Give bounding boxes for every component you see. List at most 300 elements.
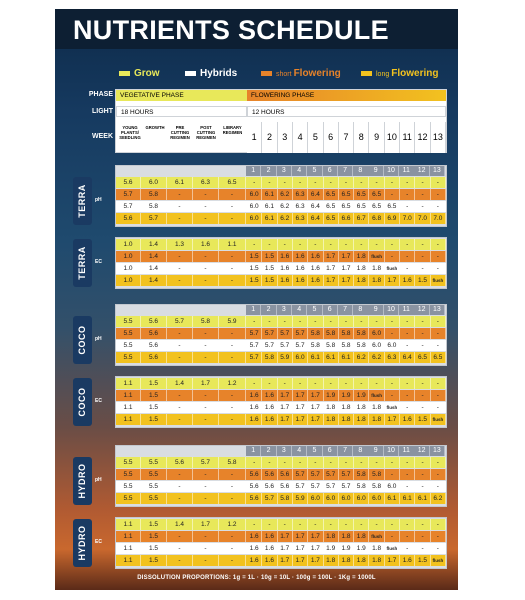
- table-cell: -: [193, 531, 219, 542]
- table-cell: 5.8: [369, 469, 384, 480]
- table-cell: 1.1: [116, 543, 141, 554]
- table-cell: -: [385, 328, 400, 339]
- table-cell: -: [193, 275, 219, 286]
- table-cell: 5.7: [247, 328, 262, 339]
- table-cell: -: [354, 378, 369, 389]
- table-cell: -: [293, 378, 308, 389]
- table-cell: -: [431, 481, 446, 492]
- table-cell: 5.6: [262, 469, 277, 480]
- table-cell: 1.6: [308, 263, 323, 274]
- table-cell: 1.7: [278, 543, 293, 554]
- legend-long-swatch: [361, 71, 372, 76]
- table-cell: 1.7: [385, 555, 400, 566]
- table-cell: 5.7: [116, 201, 141, 212]
- table-cell: 1.6: [262, 543, 277, 554]
- table-cell: -: [193, 402, 219, 413]
- table-cell: 6.0: [247, 213, 262, 224]
- table-cell: -: [219, 481, 246, 492]
- table-cell: 1.7: [324, 251, 339, 262]
- table-row: [116, 481, 446, 492]
- section-week-header: [246, 305, 447, 315]
- table-cell: 5.8: [339, 328, 354, 339]
- table-cell: -: [431, 402, 446, 413]
- table-cell: 5.7: [262, 328, 277, 339]
- table-cell: 5.5: [141, 481, 167, 492]
- legend-grow-label: Grow: [134, 68, 160, 79]
- table-cell: -: [339, 519, 354, 530]
- table-cell: -: [369, 519, 384, 530]
- table-cell: 1.0: [116, 275, 141, 286]
- table-cell: -: [219, 328, 246, 339]
- table-cell: 5.7: [308, 469, 323, 480]
- week-stage-label: YOUNG PLANTS/ SEEDLING: [119, 125, 141, 140]
- table-cell: 1.9: [354, 390, 369, 401]
- table-row: [116, 263, 446, 274]
- week-number: 9: [369, 122, 384, 153]
- table-row: [116, 493, 446, 504]
- table-cell: 6.3: [293, 213, 308, 224]
- table-cell: 1.8: [369, 402, 384, 413]
- table-cell: -: [431, 378, 446, 389]
- table-cell: -: [193, 352, 219, 363]
- legend-long-small: long: [376, 71, 390, 78]
- week-number: 3: [278, 122, 293, 153]
- table-cell: 1.7: [324, 263, 339, 274]
- table-cell: -: [247, 378, 262, 389]
- table-cell: 1.7: [308, 414, 323, 425]
- table-cell: -: [385, 531, 400, 542]
- table-cell: -: [324, 316, 339, 327]
- table-cell: 1.8: [354, 263, 369, 274]
- table-cell: flush: [369, 390, 384, 401]
- table-cell: 5.6: [141, 316, 167, 327]
- page-title: NUTRIENTS SCHEDULE: [73, 15, 389, 45]
- table-cell: 6.4: [308, 201, 323, 212]
- section-week-number: 5: [307, 166, 322, 176]
- week-stage-label: PRE CUTTING REGIMEN: [170, 125, 190, 140]
- dissolution-footer: DISSOLUTION PROPORTIONS: 1g = 1L · 10g = 10L · 100g = 100L · 1Kg = 1000L: [137, 575, 376, 581]
- section-week-number: 6: [323, 446, 338, 456]
- table-cell: -: [262, 316, 277, 327]
- table-cell: 5.7: [324, 469, 339, 480]
- section-week-number: 10: [384, 166, 399, 176]
- legend-hybrids-label: Hybrids: [200, 68, 238, 79]
- nutrients-poster: [55, 9, 458, 590]
- table-cell: 6.4: [400, 352, 415, 363]
- table-cell: -: [167, 402, 193, 413]
- table-cell: 6.1: [385, 493, 400, 504]
- table-cell: -: [167, 352, 193, 363]
- table-cell: 5.7: [247, 352, 262, 363]
- table-row: [116, 275, 446, 286]
- table-cell: -: [193, 201, 219, 212]
- table-cell: 6.3: [193, 177, 219, 188]
- table-cell: 1.8: [339, 414, 354, 425]
- section-week-number: 8: [353, 446, 368, 456]
- table-cell: -: [293, 239, 308, 250]
- table-cell: -: [431, 531, 446, 542]
- table-cell: 6.1: [324, 352, 339, 363]
- table-cell: 6.9: [385, 213, 400, 224]
- legend-short-small: short: [276, 71, 292, 78]
- section-medium-name: COCO: [77, 387, 87, 417]
- table-cell: 1.8: [324, 402, 339, 413]
- section-week-number: 8: [353, 166, 368, 176]
- section-week-number: 13: [430, 166, 445, 176]
- table-cell: -: [262, 239, 277, 250]
- table-cell: -: [167, 328, 193, 339]
- section-medium-tab: [73, 457, 92, 505]
- table-cell: -: [324, 177, 339, 188]
- table-cell: 1.4: [141, 275, 167, 286]
- table-cell: 1.6: [308, 275, 323, 286]
- table-cell: 1.6: [400, 555, 415, 566]
- table-cell: 6.2: [278, 213, 293, 224]
- week-number: 11: [400, 122, 415, 153]
- table-cell: 6.4: [308, 189, 323, 200]
- table-cell: 1.6: [262, 531, 277, 542]
- table-cell: -: [167, 189, 193, 200]
- table-cell: -: [415, 519, 430, 530]
- table-cell: 1.7: [278, 531, 293, 542]
- table-cell: 1.3: [167, 239, 193, 250]
- table-cell: 1.1: [219, 239, 246, 250]
- table-cell: 1.0: [116, 239, 141, 250]
- table-cell: -: [369, 457, 384, 468]
- table-cell: 1.4: [141, 263, 167, 274]
- week-number: 6: [324, 122, 339, 153]
- legend-grow-swatch: [119, 71, 130, 76]
- legend-grow: [119, 68, 160, 79]
- table-cell: -: [354, 316, 369, 327]
- table-row: [116, 531, 446, 542]
- table-cell: -: [278, 519, 293, 530]
- table-cell: 1.7: [293, 390, 308, 401]
- section-week-number: 7: [338, 166, 353, 176]
- section-week-number: 1: [246, 305, 261, 315]
- table-row: [116, 457, 446, 468]
- table-cell: 5.7: [278, 340, 293, 351]
- table-cell: 1.7: [308, 555, 323, 566]
- table-cell: -: [415, 239, 430, 250]
- table-cell: 1.6: [247, 390, 262, 401]
- table-cell: 5.8: [354, 469, 369, 480]
- table-cell: -: [431, 519, 446, 530]
- table-cell: 1.5: [262, 275, 277, 286]
- table-cell: -: [339, 457, 354, 468]
- table-cell: 1.8: [339, 555, 354, 566]
- table-cell: 5.7: [293, 481, 308, 492]
- table-cell: 1.2: [219, 519, 246, 530]
- table-cell: 1.8: [369, 543, 384, 554]
- table-cell: 5.7: [262, 493, 277, 504]
- table-cell: 1.1: [116, 519, 141, 530]
- table-cell: -: [415, 340, 430, 351]
- table-cell: 1.1: [116, 414, 141, 425]
- table-cell: -: [431, 390, 446, 401]
- table-cell: -: [324, 239, 339, 250]
- table-cell: 1.5: [141, 414, 167, 425]
- table-cell: 5.8: [324, 340, 339, 351]
- table-row: [116, 213, 446, 224]
- table-cell: -: [415, 316, 430, 327]
- table-cell: 1.6: [278, 275, 293, 286]
- table-cell: 1.5: [141, 555, 167, 566]
- table-cell: -: [385, 390, 400, 401]
- section-medium-tab: [73, 239, 92, 287]
- table-cell: -: [415, 251, 430, 262]
- table-cell: 6.2: [278, 201, 293, 212]
- table-cell: -: [219, 402, 246, 413]
- table-cell: -: [369, 316, 384, 327]
- table-cell: 5.8: [308, 340, 323, 351]
- table-cell: 1.7: [293, 414, 308, 425]
- section-week-number: 3: [277, 166, 292, 176]
- table-cell: -: [193, 263, 219, 274]
- week-number: 13: [431, 122, 446, 153]
- table-cell: 5.9: [278, 352, 293, 363]
- table-cell: 1.8: [369, 414, 384, 425]
- table-cell: 6.0: [247, 189, 262, 200]
- week-stage-label: LIBRARY REGIMEN: [222, 125, 243, 135]
- table-cell: -: [278, 457, 293, 468]
- table-cell: 6.0: [354, 493, 369, 504]
- table-cell: -: [278, 316, 293, 327]
- table-cell: 5.8: [262, 352, 277, 363]
- table-cell: -: [415, 402, 430, 413]
- section-week-number: 11: [399, 446, 414, 456]
- table-cell: -: [400, 543, 415, 554]
- section-week-number: 3: [277, 305, 292, 315]
- section-week-number: 12: [414, 166, 429, 176]
- table-cell: -: [431, 328, 446, 339]
- table-cell: 1.7: [278, 414, 293, 425]
- table-cell: flush: [369, 251, 384, 262]
- legend-short-flowering: [261, 68, 341, 79]
- table-cell: -: [415, 543, 430, 554]
- table-cell: 5.5: [116, 493, 141, 504]
- table-cell: 5.6: [116, 177, 141, 188]
- table-cell: 5.6: [247, 481, 262, 492]
- table-cell: 1.7: [193, 519, 219, 530]
- table-cell: -: [308, 519, 323, 530]
- section-week-number: 8: [353, 305, 368, 315]
- table-cell: 1.6: [278, 263, 293, 274]
- week-number: 8: [354, 122, 369, 153]
- table-cell: -: [308, 239, 323, 250]
- table-cell: -: [400, 390, 415, 401]
- table-cell: -: [431, 340, 446, 351]
- flowering-phase: FLOWERING PHASE: [247, 90, 446, 101]
- table-cell: flush: [385, 543, 400, 554]
- table-cell: 5.7: [193, 457, 219, 468]
- table-cell: -: [400, 263, 415, 274]
- table-cell: 1.8: [339, 531, 354, 542]
- table-cell: -: [219, 263, 246, 274]
- table-cell: -: [431, 239, 446, 250]
- table-cell: 5.8: [193, 316, 219, 327]
- section-measure: pH: [95, 336, 102, 342]
- section-measure: pH: [95, 197, 102, 203]
- table-cell: 5.8: [369, 481, 384, 492]
- table-cell: -: [167, 390, 193, 401]
- table-cell: 6.0: [369, 493, 384, 504]
- table-cell: -: [385, 378, 400, 389]
- table-cell: 5.5: [116, 328, 141, 339]
- week-number: 2: [262, 122, 277, 153]
- table-cell: 1.1: [116, 402, 141, 413]
- week-stage-label: GROWTH: [145, 125, 165, 130]
- table-cell: 1.7: [193, 378, 219, 389]
- table-cell: -: [219, 390, 246, 401]
- table-cell: 7.0: [400, 213, 415, 224]
- section-week-number: 9: [368, 305, 383, 315]
- table-cell: flush: [385, 402, 400, 413]
- table-cell: -: [293, 519, 308, 530]
- table-cell: 1.4: [167, 378, 193, 389]
- table-cell: 1.5: [262, 251, 277, 262]
- table-cell: 6.5: [324, 201, 339, 212]
- table-cell: -: [167, 340, 193, 351]
- table-cell: -: [247, 177, 262, 188]
- section-week-number: 9: [368, 166, 383, 176]
- table-cell: 1.8: [324, 531, 339, 542]
- table-cell: 5.8: [354, 481, 369, 492]
- table-cell: -: [167, 543, 193, 554]
- table-cell: 6.2: [354, 352, 369, 363]
- table-cell: 5.8: [278, 493, 293, 504]
- table-cell: 6.0: [385, 481, 400, 492]
- section-week-number: 1: [246, 446, 261, 456]
- table-cell: 5.8: [219, 457, 246, 468]
- table-row: [116, 316, 446, 327]
- legend-hybrids-swatch: [185, 71, 196, 76]
- light-veg: 18 HOURS: [116, 106, 247, 117]
- section-week-number: 2: [261, 446, 276, 456]
- table-cell: 1.9: [339, 543, 354, 554]
- table-cell: 6.1: [415, 493, 430, 504]
- table-cell: -: [385, 177, 400, 188]
- table-cell: 6.5: [354, 201, 369, 212]
- table-cell: -: [193, 251, 219, 262]
- table-cell: 1.8: [324, 414, 339, 425]
- table-cell: 6.0: [369, 340, 384, 351]
- table-cell: 6.0: [247, 201, 262, 212]
- section-week-number: 4: [292, 166, 307, 176]
- table-cell: -: [219, 493, 246, 504]
- table-cell: -: [219, 213, 246, 224]
- legend: [55, 68, 458, 80]
- table-cell: 1.6: [247, 531, 262, 542]
- table-cell: 5.6: [167, 457, 193, 468]
- table-cell: 5.9: [219, 316, 246, 327]
- table-cell: -: [385, 316, 400, 327]
- table-cell: flush: [431, 414, 446, 425]
- table-cell: -: [354, 177, 369, 188]
- table-cell: 1.8: [354, 555, 369, 566]
- table-cell: -: [247, 239, 262, 250]
- table-cell: 6.5: [219, 177, 246, 188]
- table-cell: -: [400, 457, 415, 468]
- table-cell: 5.5: [116, 457, 141, 468]
- table-cell: 1.9: [324, 543, 339, 554]
- table-cell: 6.0: [293, 352, 308, 363]
- table-cell: -: [193, 493, 219, 504]
- table-cell: 5.8: [141, 189, 167, 200]
- table-cell: 1.7: [339, 263, 354, 274]
- table-cell: 5.7: [339, 481, 354, 492]
- table-cell: -: [431, 316, 446, 327]
- table-cell: 1.0: [116, 251, 141, 262]
- table-cell: 1.5: [415, 555, 430, 566]
- table-cell: -: [219, 340, 246, 351]
- table-cell: -: [193, 481, 219, 492]
- table-cell: -: [354, 239, 369, 250]
- table-cell: 1.6: [400, 414, 415, 425]
- table-cell: -: [415, 328, 430, 339]
- table-row: [116, 189, 446, 200]
- table-cell: -: [167, 481, 193, 492]
- table-cell: -: [278, 239, 293, 250]
- table-cell: flush: [431, 555, 446, 566]
- table-cell: -: [219, 469, 246, 480]
- table-cell: 5.6: [278, 469, 293, 480]
- section-week-number: 3: [277, 446, 292, 456]
- table-row: [116, 340, 446, 351]
- table-cell: 6.5: [385, 201, 400, 212]
- table-cell: -: [400, 201, 415, 212]
- table-cell: -: [400, 378, 415, 389]
- table-cell: 5.7: [293, 469, 308, 480]
- table-cell: 5.7: [141, 213, 167, 224]
- table-cell: -: [339, 239, 354, 250]
- table-cell: -: [167, 555, 193, 566]
- table-cell: 5.6: [141, 352, 167, 363]
- table-row: [116, 402, 446, 413]
- table-cell: 5.8: [354, 340, 369, 351]
- table-cell: -: [400, 177, 415, 188]
- legend-long-label: Flowering: [391, 68, 439, 79]
- table-cell: 1.7: [293, 555, 308, 566]
- table-cell: 5.7: [308, 481, 323, 492]
- table-cell: -: [400, 189, 415, 200]
- legend-hybrids: [185, 68, 237, 79]
- table-cell: 6.0: [339, 493, 354, 504]
- table-row: [116, 239, 446, 250]
- table-cell: 1.7: [278, 390, 293, 401]
- table-cell: -: [415, 201, 430, 212]
- table-cell: 5.5: [141, 457, 167, 468]
- table-cell: -: [324, 378, 339, 389]
- table-cell: -: [431, 251, 446, 262]
- table-cell: -: [385, 519, 400, 530]
- table-cell: -: [247, 457, 262, 468]
- table-cell: 5.8: [354, 328, 369, 339]
- table-cell: 5.7: [116, 189, 141, 200]
- table-cell: 1.9: [324, 390, 339, 401]
- table-row: [116, 251, 446, 262]
- table-cell: 5.6: [278, 481, 293, 492]
- table-cell: 5.7: [167, 316, 193, 327]
- table-cell: -: [167, 414, 193, 425]
- table-cell: flush: [369, 531, 384, 542]
- table-cell: -: [219, 201, 246, 212]
- table-cell: 1.5: [141, 519, 167, 530]
- section-week-number: 5: [307, 446, 322, 456]
- table-cell: -: [385, 457, 400, 468]
- table-cell: -: [415, 378, 430, 389]
- table-cell: 6.1: [308, 352, 323, 363]
